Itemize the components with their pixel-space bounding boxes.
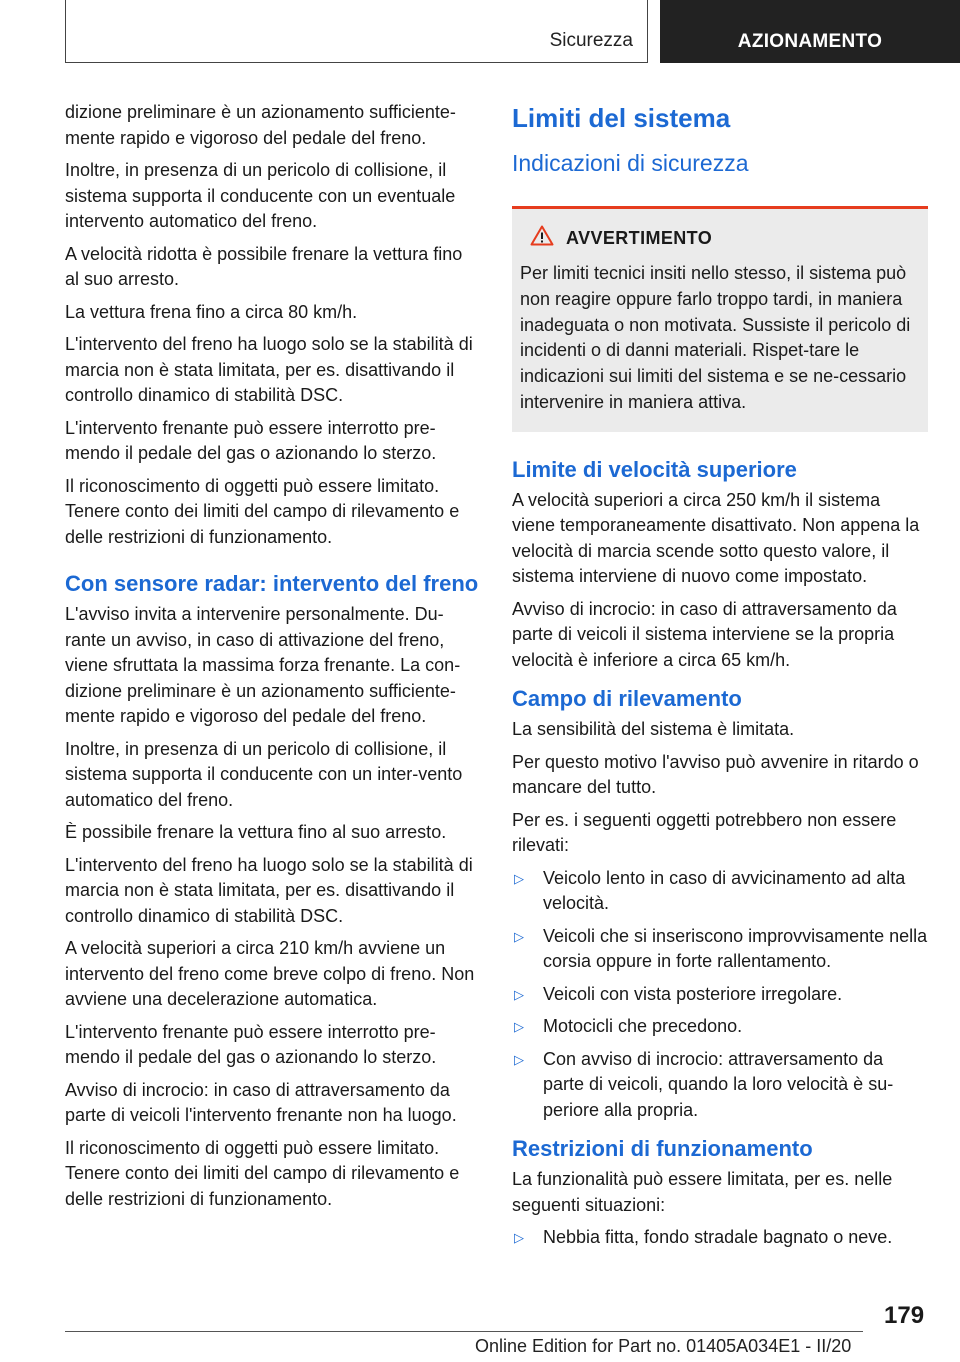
list-item-text: Veicoli che si inseriscono improvvisamente nella corsia oppure in forte rallentamento. [543, 925, 928, 972]
list-item-text: Veicolo lento in caso di avvicinamento ad alta velocità. [543, 867, 906, 914]
warning-title: AVVERTIMENTO [566, 227, 713, 248]
paragraph: È possibile frenare la vettura fino al suo arresto. [65, 822, 447, 842]
section-title: Limiti del sistema [512, 103, 731, 133]
paragraph: L'intervento del freno ha luogo solo se la stabilità di marcia non è stata limitata, per es. disattivando il controllo dinamico di stabilità DSC. [65, 334, 473, 405]
heading-radar-brake: Con sensore radar: intervento del freno [65, 571, 479, 596]
bullet-triangle-icon: ▷ [514, 986, 524, 1002]
header-section-label: Sicurezza [549, 30, 633, 51]
bullet-triangle-icon: ▷ [514, 1230, 524, 1246]
footer-edition: Online Edition for Part no. 01405A034E1 - II/20 [475, 1336, 852, 1356]
bullet-triangle-icon: ▷ [514, 1019, 524, 1035]
paragraph: L'intervento frenante può essere interrotto pre-mendo il pedale del gas o azionando lo sterzo. [65, 417, 437, 463]
list-item-text: Nebbia fitta, fondo stradale bagnato o neve. [543, 1227, 893, 1248]
paragraph: L'avviso invita a intervenire personalmente. Du-rante un avviso, in caso di attivazione del freno, viene sfruttata la massima forza frenante. La con-dizione preliminare è un azionamento sufficiente-mente rapido e vigoroso del pedale del freno. [65, 604, 461, 726]
list-item [512, 1047, 928, 1124]
restrictions-list [512, 1225, 928, 1251]
list-item-text: Veicoli con vista posteriore irregolare. [543, 983, 843, 1004]
paragraph: Il riconoscimento di oggetti può essere limitato. Tenere conto dei limiti del campo di rilevamento e delle restrizioni di funzionamento. [65, 475, 460, 547]
paragraph: L'intervento frenante può essere interrotto pre-mendo il pedale del gas o azionando lo sterzo. [65, 1021, 437, 1067]
paragraph: dizione preliminare è un azionamento sufficiente-mente rapido e vigoroso del pedale del freno. [65, 102, 456, 148]
page-number: 179 [884, 1302, 925, 1329]
paragraph: A velocità superiori a circa 210 km/h avviene un intervento del freno come breve colpo di freno. Non avviene una decelerazione automatica. [65, 938, 475, 1009]
paragraph: A velocità ridotta è possibile frenare la vettura fino al suo arresto. [65, 243, 463, 289]
paragraph: Il riconoscimento di oggetti può essere limitato. Tenere conto dei limiti del campo di rilevamento e delle restrizioni di funzionamento. [65, 1137, 460, 1209]
heading-restrictions: Restrizioni di funzionamento [512, 1136, 813, 1162]
paragraph: La funzionalità può essere limitata, per es. nelle seguenti situazioni: [512, 1169, 893, 1215]
list-item-text: Con avviso di incrocio: attraversamento da parte di veicoli, quando la loro velocità è su-periore alla propria. [543, 1048, 894, 1120]
list-item [512, 924, 928, 975]
paragraph: A velocità superiori a circa 250 km/h il sistema viene temporaneamente disattivato. Non appena la velocità di marcia scende sotto questo valore, il sistema interviene di nuovo come impostato. [512, 489, 920, 587]
list-item [512, 866, 928, 917]
list-item [512, 1225, 928, 1251]
warning-box [512, 206, 928, 432]
list-item-text: Motocicli che precedono. [543, 1016, 743, 1037]
paragraph: La sensibilità del sistema è limitata. [512, 719, 795, 740]
paragraph: Inoltre, in presenza di un pericolo di collisione, il sistema supporta il conducente con un inter-vento automatico del freno. [65, 738, 463, 810]
heading-detection-range: Campo di rilevamento [512, 686, 742, 712]
heading-speed-limit: Limite di velocità superiore [512, 456, 797, 482]
left-column [65, 100, 480, 1219]
paragraph: La vettura frena fino a circa 80 km/h. [65, 301, 358, 322]
paragraph: L'intervento del freno ha luogo solo se la stabilità di marcia non è stata limitata, per es. disattivando il controllo dinamico di stabilità DSC. [65, 854, 473, 926]
paragraph: Avviso di incrocio: in caso di attraversamento da parte di veicoli il sistema interviene se la propria velocità è inferiore a circa 65 km/h. [512, 598, 897, 670]
paragraph: Per es. i seguenti oggetti potrebbero non essere rilevati: [512, 809, 897, 856]
header-section-box [65, 0, 648, 63]
range-list [512, 866, 928, 1124]
right-column [512, 100, 928, 1258]
paragraph: Avviso di incrocio: in caso di attraversamento da parte di veicoli l'intervento frenante non ha luogo. [65, 1079, 457, 1125]
warning-triangle-icon [530, 225, 554, 251]
header-chapter-tab: AZIONAMENTO [660, 0, 960, 63]
list-item [512, 982, 928, 1008]
bullet-triangle-icon: ▷ [514, 1051, 524, 1067]
footer-divider [65, 1331, 863, 1332]
bullet-triangle-icon: ▷ [514, 870, 524, 886]
warning-header [530, 225, 920, 251]
paragraph: Inoltre, in presenza di un pericolo di collisione, il sistema supporta il conducente con un eventuale intervento automatico del freno. [65, 160, 456, 231]
bullet-triangle-icon: ▷ [514, 928, 524, 944]
warning-text: Per limiti tecnici insiti nello stesso, il sistema può non reagire oppure farlo troppo tardi, in maniera inadeguata o non motivata. Sussiste il pericolo di incidenti o di danni materiali. Rispet-tare le indicazioni sui limiti del sistema e se ne-cessario intervenire in maniera attiva. [520, 263, 911, 412]
list-item [512, 1014, 928, 1040]
paragraph: Per questo motivo l'avviso può avvenire in ritardo o mancare del tutto. [512, 751, 919, 798]
section-subtitle: Indicazioni di sicurezza [512, 150, 749, 176]
